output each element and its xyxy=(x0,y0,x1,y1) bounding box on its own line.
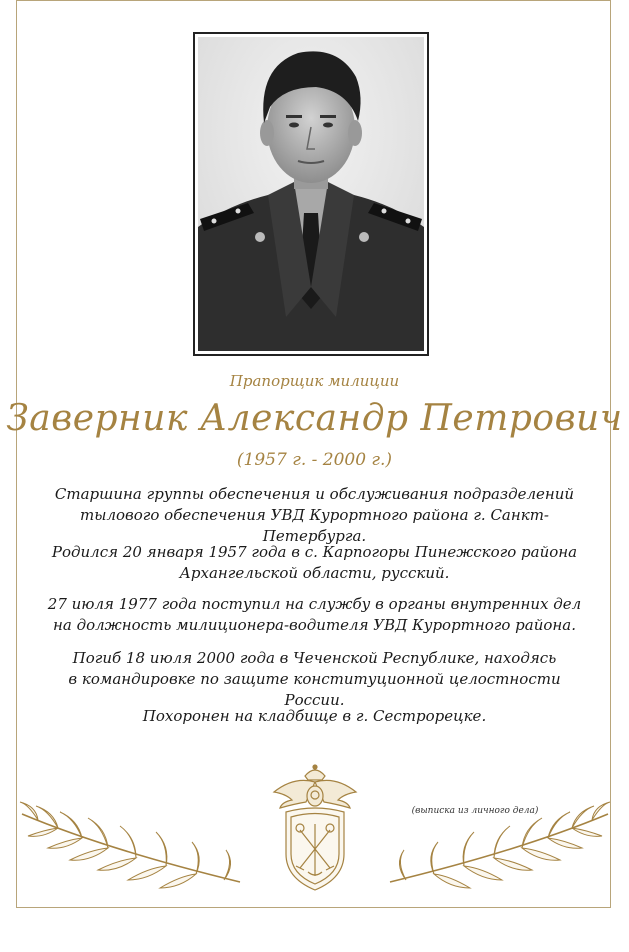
person-name: Заверник Александр Петрович xyxy=(6,398,623,439)
portrait-photo xyxy=(193,32,429,356)
paragraph-death xyxy=(40,648,589,711)
paragraph-line: Погиб 18 июля 2000 года в Чеченской Республике, находясь xyxy=(72,649,557,667)
paragraph-line: Похоронен на кладбище в г. Сестрорецке. xyxy=(142,707,487,725)
paragraph-line: тылового обеспечения УВД Курортного района г. Санкт-Петербурга. xyxy=(80,506,549,545)
paragraph-line: 27 июля 1977 года поступил на службу в органы внутренних дел xyxy=(47,595,582,613)
paragraph-service xyxy=(40,594,589,636)
laurel-branch-icon xyxy=(386,800,612,890)
rank-title: Прапорщик милиции xyxy=(229,372,400,390)
paragraph-line: Родился 20 января 1957 года в с. Карпогоры Пинежского района xyxy=(51,543,578,561)
source-note: (выписка из личного дела) xyxy=(411,806,539,816)
life-years: (1957 г. - 2000 г.) xyxy=(236,450,393,470)
paragraph-line: Архангельской области, русский. xyxy=(179,564,450,582)
paragraph-birth xyxy=(40,542,589,584)
paragraph-position xyxy=(40,484,589,547)
paragraph-burial xyxy=(40,706,589,727)
paragraph-line: Старшина группы обеспечения и обслуживания подразделений xyxy=(54,485,575,503)
paragraph-line: в командировке по защите конституционной целостности России. xyxy=(68,670,561,709)
portrait-image xyxy=(198,37,424,351)
police-emblem-icon xyxy=(272,762,358,894)
paragraph-line: на должность милиционера-водителя УВД Курортного района. xyxy=(52,616,577,634)
laurel-branch-icon xyxy=(18,800,244,890)
